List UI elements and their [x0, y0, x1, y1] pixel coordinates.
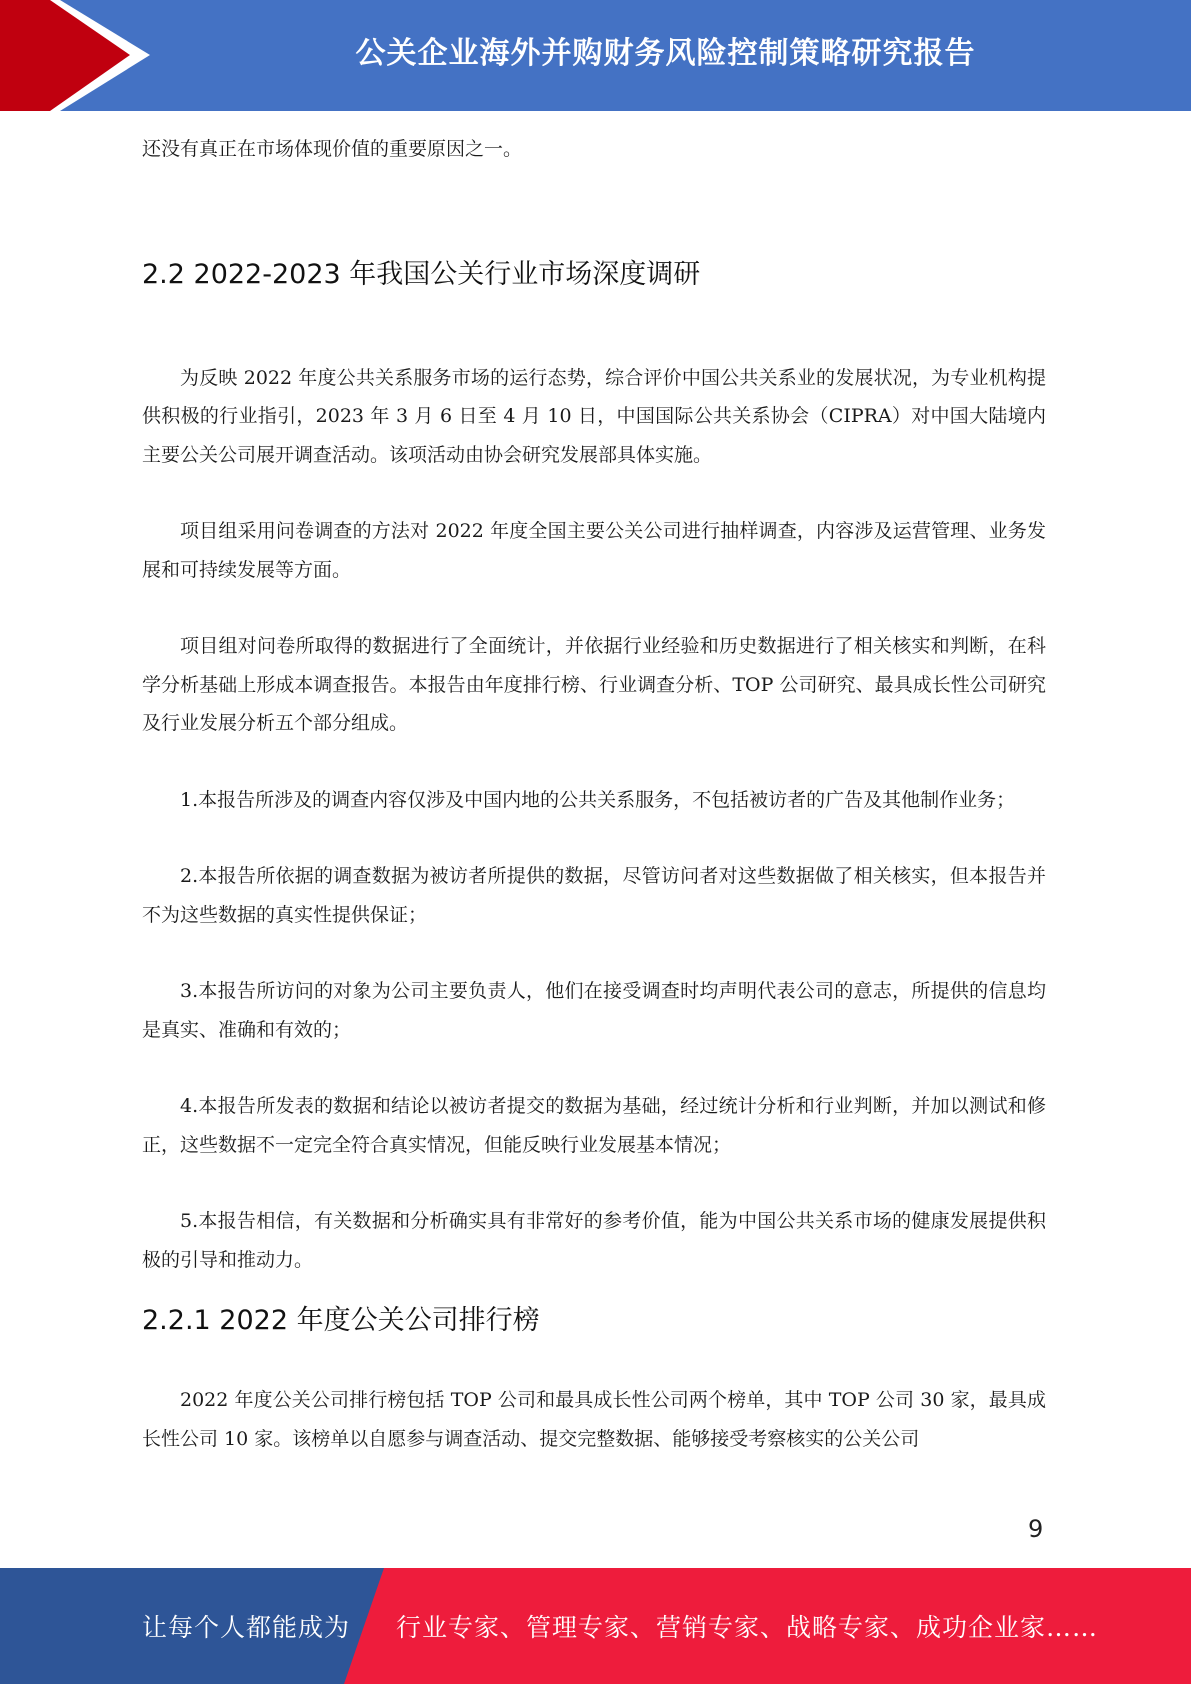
section-heading-2-2-1: 2.2.1 2022 年度公关公司排行榜	[142, 1305, 540, 1336]
paragraph-statistics: 项目组对问卷所取得的数据进行了全面统计，并依据行业经验和历史数据进行了相关核实和判断，在科学分析基础上形成本调查报告。本报告由年度排行榜、行业调查分析、TOP 公司研究、最具成长性公司研究及行业发展分析五个部分组成。	[142, 635, 1046, 734]
report-title: 公关企业海外并购财务风险控制策略研究报告	[355, 36, 976, 71]
footer-slogan-right: 行业专家、管理专家、营销专家、战略专家、成功企业家……	[396, 1613, 1099, 1642]
list-item-4: 4.本报告所发表的数据和结论以被访者提交的数据为基础，经过统计分析和行业判断，并加以测试和修正，这些数据不一定完全符合真实情况，但能反映行业发展基本情况；	[142, 1095, 1046, 1156]
footer-banner	[0, 1568, 1191, 1684]
list-item-2: 2.本报告所依据的调查数据为被访者所提供的数据，尽管访问者对这些数据做了相关核实，但本报告并不为这些数据的真实性提供保证；	[142, 865, 1046, 926]
paragraph-continuation: 还没有真正在市场体现价值的重要原因之一。	[142, 138, 523, 160]
paragraph-method: 项目组采用问卷调查的方法对 2022 年度全国主要公关公司进行抽样调查，内容涉及运营管理、业务发展和可持续发展等方面。	[142, 520, 1046, 581]
list-item-3: 3.本报告所访问的对象为公司主要负责人，他们在接受调查时均声明代表公司的意志，所提供的信息均是真实、准确和有效的；	[142, 980, 1046, 1041]
page-content	[142, 130, 1046, 1458]
page-number: 9	[1028, 1515, 1044, 1543]
list-item-1: 1.本报告所涉及的调查内容仅涉及中国内地的公共关系服务，不包括被访者的广告及其他制作业务；	[180, 788, 1016, 811]
header-banner	[0, 0, 1191, 111]
paragraph-ranking-intro: 2022 年度公关公司排行榜包括 TOP 公司和最具成长性公司两个榜单，其中 TOP 公司 30 家，最具成长性公司 10 家。该榜单以自愿参与调查活动、提交完整数据、能够接受考察核实的公关公司	[142, 1389, 1046, 1450]
section-heading-2-2: 2.2 2022-2023 年我国公关行业市场深度调研	[142, 258, 701, 290]
footer-slogan-left: 让每个人都能成为	[142, 1613, 351, 1642]
paragraph-survey-intro: 为反映 2022 年度公共关系服务市场的运行态势，综合评价中国公共关系业的发展状况，为专业机构提供积极的行业指引，2023 年 3 月 6 日至 4 月 10 日，中国国际公共关系协会（CIPRA）对中国大陆境内主要公关公司展开调查活动。该项活动由协会研究发展部具体实施。	[142, 366, 1046, 466]
list-item-5: 5.本报告相信，有关数据和分析确实具有非常好的参考价值，能为中国公共关系市场的健康发展提供积极的引导和推动力。	[142, 1210, 1046, 1271]
